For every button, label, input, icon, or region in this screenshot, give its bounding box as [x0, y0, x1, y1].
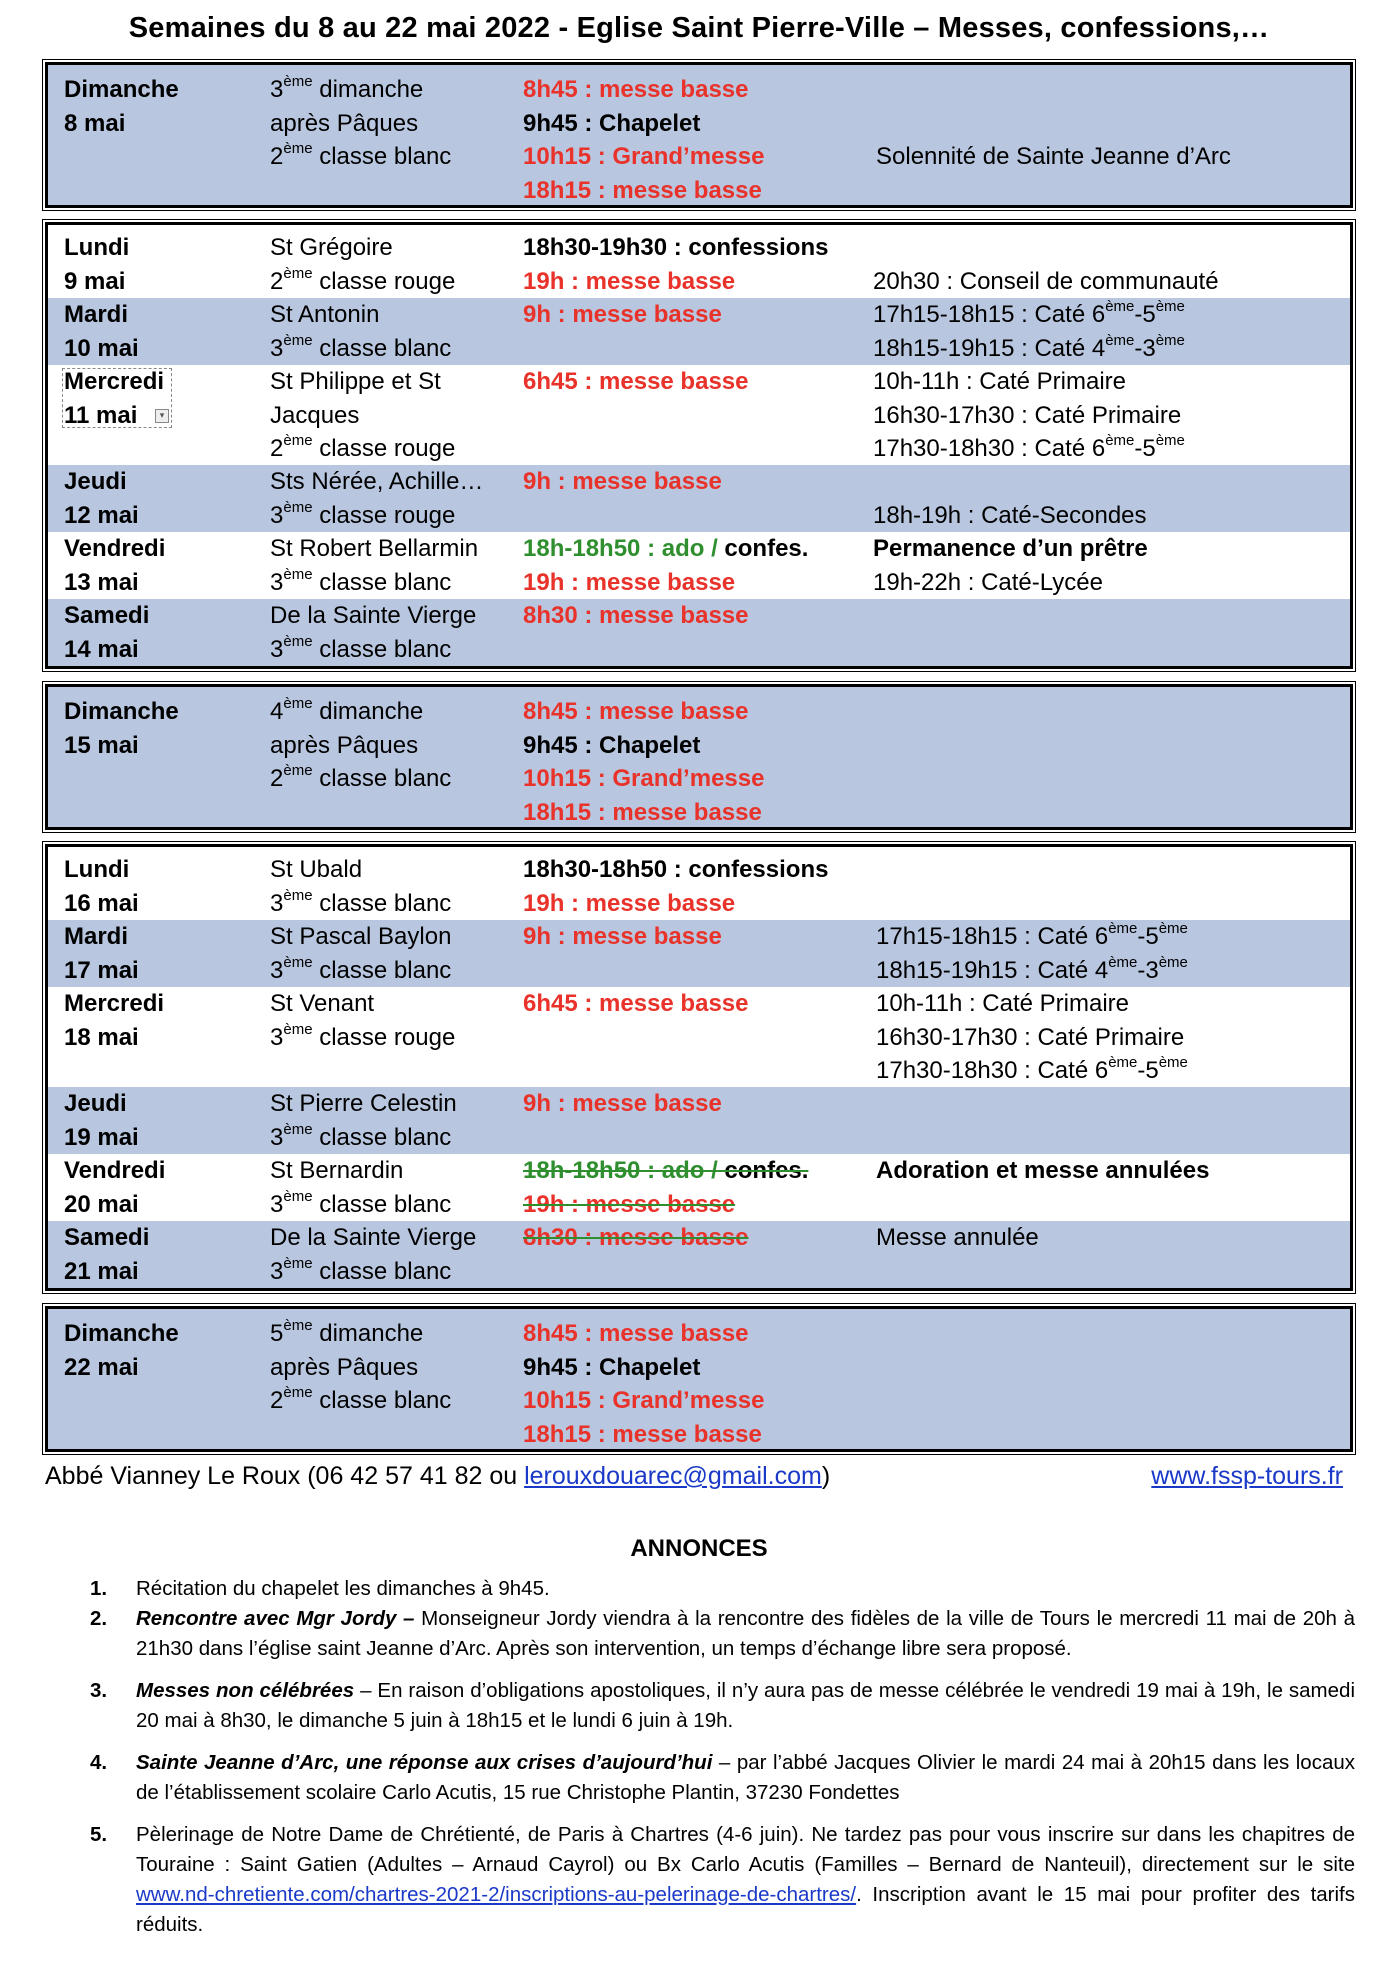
mass-time: 6h45 : messe basse: [523, 368, 749, 395]
date-label: 12 mai: [64, 501, 139, 529]
note: Permanence d’un prêtre: [873, 535, 1148, 562]
classe-label: 3ème classe blanc: [270, 1254, 452, 1285]
announcement-item: [90, 1574, 1355, 1604]
sunday-block-15-mai: [45, 684, 1353, 830]
note: Messe annulée: [876, 1224, 1039, 1251]
item-number: 2.: [90, 1607, 108, 1630]
note: 16h30-17h30 : Caté Primaire: [873, 401, 1182, 429]
feast-label: après Pâques: [270, 109, 419, 137]
chapelet-time: 9h45 : Chapelet: [523, 109, 701, 137]
feast-label: 4ème dimanche: [270, 695, 424, 725]
website-link[interactable]: www.fssp-tours.fr: [1151, 1462, 1343, 1490]
date-label: 18 mai: [64, 1023, 139, 1051]
date-label: 22 mai: [64, 1353, 139, 1381]
contact-text: Abbé Vianney Le Roux (06 42 57 41 82 ou: [45, 1462, 525, 1490]
cancelled-confession-time: 18h-18h50 : ado / confes.: [523, 1157, 809, 1184]
announcement-item: [90, 1604, 1355, 1664]
pilgrimage-link[interactable]: www.nd-chretiente.com/chartres-2021-2/inscriptions-au-pelerinage-de-chartres/: [136, 1883, 857, 1906]
note: 18h-19h : Caté-Secondes: [873, 501, 1147, 529]
date-label: 11 mai: [64, 401, 138, 429]
feast-label: St Pascal Baylon: [270, 923, 452, 950]
feast-label: St Venant: [270, 990, 375, 1017]
note: 17h30-18h30 : Caté 6ème-5ème: [876, 1054, 1188, 1084]
announcements-title: ANNONCES: [630, 1535, 768, 1562]
classe-label: 3ème classe blanc: [270, 886, 452, 917]
day-label: Mardi: [64, 301, 129, 328]
note: Adoration et messe annulées: [876, 1157, 1210, 1184]
day-label: Vendredi: [64, 535, 166, 562]
date-label: 9 mai: [64, 267, 126, 295]
mass-time: 10h15 : Grand’messe: [523, 765, 765, 792]
feast-label: après Pâques: [270, 1353, 419, 1381]
feast-label: St Ubald: [270, 856, 363, 883]
date-label: 15 mai: [64, 731, 139, 759]
mass-time: 19h : messe basse: [523, 889, 736, 917]
feast-label: 5ème dimanche: [270, 1317, 424, 1347]
day-label: Samedi: [64, 602, 150, 629]
feast-label: après Pâques: [270, 731, 419, 759]
mass-time: 8h45 : messe basse: [523, 698, 749, 725]
feast-label: St Philippe et St: [270, 368, 441, 395]
mass-time: 18h15 : messe basse: [523, 1420, 762, 1448]
feast-label: Jacques: [270, 401, 360, 429]
day-label: Vendredi: [64, 1157, 166, 1184]
mass-time: 19h : messe basse: [523, 568, 736, 596]
day-label: Jeudi: [64, 1090, 127, 1117]
day-label: Samedi: [64, 1224, 150, 1251]
week-block-9-14-mai: [45, 222, 1353, 669]
day-row-mercredi-11: [48, 365, 1350, 465]
classe-label: 2ème classe rouge: [270, 432, 456, 462]
sunday-block-8-mai: [45, 62, 1353, 208]
sunday-block-22-mai: [45, 1306, 1353, 1452]
item-number: 1.: [90, 1577, 108, 1600]
day-label: Lundi: [64, 234, 130, 261]
day-row-samedi-14: [48, 599, 1350, 666]
feast-label: St Robert Bellarmin: [270, 535, 479, 562]
confession-time: 18h30-18h50 : confessions: [523, 856, 829, 883]
note: 18h15-19h15 : Caté 4ème-3ème: [873, 331, 1185, 362]
date-label: 14 mai: [64, 635, 139, 663]
note: 10h-11h : Caté Primaire: [873, 368, 1127, 395]
note: Solennité de Sainte Jeanne d’Arc: [876, 143, 1231, 170]
classe-label: 3ème classe blanc: [270, 565, 452, 596]
item-text: Messes non célébrées – En raison d’obligations apostoliques, il n’y aura pas de messe célébrée le vendredi 19 mai à 19h, le samedi 20 mai à 8h30, le dimanche 5 juin à 18h15 et le lundi 6 juin à 19h.: [136, 1679, 1355, 1732]
day-row-mardi-10: [48, 298, 1350, 365]
item-text: Pèlerinage de Notre Dame de Chrétienté, de Paris à Chartres (4-6 juin). Ne tardez pas pour vous inscrire sur dans les chapitres de Touraine : Saint Gatien (Adultes – Arnaud Cayrol) ou Bx Carlo Acutis (Familles – Bernard de Nanteuil), directement sur le site www.nd-chretiente.com/chartres-2021-2/inscriptions-au-pelerinage-de-chartres/. Inscription avant le 15 mai pour profiter des tarifs réduits.: [136, 1823, 1355, 1936]
chapelet-time: 9h45 : Chapelet: [523, 731, 701, 759]
mass-time: 18h15 : messe basse: [523, 176, 762, 204]
mass-time: 18h15 : messe basse: [523, 798, 762, 826]
cancelled-mass-time: 8h30 : messe basse: [523, 1224, 749, 1251]
date-label: 20 mai: [64, 1190, 139, 1218]
note: 17h15-18h15 : Caté 6ème-5ème: [876, 920, 1188, 950]
note: 17h30-18h30 : Caté 6ème-5ème: [873, 432, 1185, 462]
date-label: 21 mai: [64, 1257, 139, 1285]
item-number: 5.: [90, 1823, 108, 1846]
feast-label: St Pierre Celestin: [270, 1090, 457, 1117]
note: 10h-11h : Caté Primaire: [876, 990, 1130, 1017]
classe-label: 3ème classe blanc: [270, 1187, 452, 1218]
announcement-item: [90, 1676, 1355, 1736]
announcement-item: [90, 1820, 1355, 1940]
classe-label: 2ème classe blanc: [270, 762, 452, 792]
item-text: Récitation du chapelet les dimanches à 9h45.: [136, 1577, 550, 1600]
day-row-lundi-9: [48, 231, 1350, 298]
chapelet-time: 9h45 : Chapelet: [523, 1353, 701, 1381]
mass-time: 8h30 : messe basse: [523, 602, 749, 629]
feast-label: St Antonin: [270, 301, 380, 328]
classe-label: 2ème classe blanc: [270, 1384, 452, 1414]
mass-time: 10h15 : Grand’messe: [523, 143, 765, 170]
note: 18h15-19h15 : Caté 4ème-3ème: [876, 953, 1188, 984]
mass-time: 9h : messe basse: [523, 301, 722, 328]
classe-label: 3ème classe blanc: [270, 632, 452, 663]
day-label: Jeudi: [64, 468, 127, 495]
note: 20h30 : Conseil de communauté: [873, 267, 1219, 295]
day-label: Mardi: [64, 923, 129, 950]
mass-time: 19h : messe basse: [523, 267, 736, 295]
mass-time: 10h15 : Grand’messe: [523, 1387, 765, 1414]
classe-label: 3ème classe blanc: [270, 953, 452, 984]
classe-label: 3ème classe blanc: [270, 1120, 452, 1151]
day-label: Mercredi: [64, 368, 165, 395]
classe-label: 3ème classe rouge: [270, 498, 456, 529]
date-label: 17 mai: [64, 956, 139, 984]
date-label: 10 mai: [64, 334, 139, 362]
feast-label: De la Sainte Vierge: [270, 602, 477, 629]
note: 19h-22h : Caté-Lycée: [873, 568, 1103, 596]
cancelled-mass-time: 19h : messe basse: [523, 1190, 736, 1218]
date-label: 13 mai: [64, 568, 139, 596]
day-label: Dimanche: [64, 698, 179, 725]
day-row-lundi-16: [48, 853, 1350, 920]
mass-time: 9h : messe basse: [523, 1090, 722, 1117]
date-label: 16 mai: [64, 889, 139, 917]
day-label: Mercredi: [64, 990, 165, 1017]
classe-label: 3ème classe blanc: [270, 331, 452, 362]
mass-time: 6h45 : messe basse: [523, 990, 749, 1017]
note: 17h15-18h15 : Caté 6ème-5ème: [873, 298, 1185, 328]
day-row-samedi-21: [48, 1221, 1350, 1288]
feast-label: St Bernardin: [270, 1157, 404, 1184]
day-row-mercredi-18: [48, 987, 1350, 1087]
feast-label: Sts Nérée, Achille…: [270, 468, 484, 495]
contact-text: ): [821, 1462, 831, 1490]
week-block-16-21-mai: [45, 844, 1353, 1291]
note: 16h30-17h30 : Caté Primaire: [876, 1023, 1185, 1051]
dropdown-arrow-icon[interactable]: ▾: [155, 409, 169, 423]
date-label: 19 mai: [64, 1123, 139, 1151]
day-label: Dimanche: [64, 1320, 179, 1347]
day-row-vendredi-20: [48, 1154, 1350, 1221]
item-number: 4.: [90, 1751, 108, 1774]
confession-time: 18h-18h50 : ado / confes.: [523, 535, 809, 562]
date-label: 8 mai: [64, 109, 126, 137]
day-label: Dimanche: [64, 76, 179, 103]
feast-label: 3ème dimanche: [270, 73, 424, 103]
mass-time: 9h : messe basse: [523, 468, 722, 495]
item-text: Sainte Jeanne d’Arc, une réponse aux crises d’aujourd’hui – par l’abbé Jacques Olivier le mardi 24 mai à 20h15 dans les locaux de l’établissement scolaire Carlo Acutis, 15 rue Christophe Plantin, 37230 Fondettes: [136, 1751, 1356, 1804]
day-row-jeudi-12: [48, 465, 1350, 532]
feast-label: De la Sainte Vierge: [270, 1224, 477, 1251]
classe-label: 2ème classe rouge: [270, 264, 456, 295]
item-text: Rencontre avec Mgr Jordy – Monseigneur Jordy viendra à la rencontre des fidèles de la ville de Tours le mercredi 11 mai de 20h à 21h30 dans l’église saint Jeanne d’Arc. Après son intervention, un temps d’échange libre sera proposé.: [136, 1607, 1356, 1660]
contact-line: [45, 1462, 1353, 1491]
day-row-mardi-17: [48, 920, 1350, 987]
day-row-jeudi-19: [48, 1087, 1350, 1154]
mass-time: 8h45 : messe basse: [523, 76, 749, 103]
classe-label: 2ème classe blanc: [270, 140, 452, 170]
day-row-vendredi-13: [48, 532, 1350, 599]
page-title: Semaines du 8 au 22 mai 2022 - Eglise Saint Pierre-Ville – Messes, confessions,…: [128, 12, 1270, 44]
item-number: 3.: [90, 1679, 108, 1702]
mass-time: 9h : messe basse: [523, 923, 722, 950]
confession-time: 18h30-19h30 : confessions: [523, 234, 829, 261]
classe-label: 3ème classe rouge: [270, 1020, 456, 1051]
mass-time: 8h45 : messe basse: [523, 1320, 749, 1347]
feast-label: St Grégoire: [270, 234, 393, 261]
announcement-item: [90, 1748, 1355, 1808]
day-label: Lundi: [64, 856, 130, 883]
email-link[interactable]: lerouxdouarec@gmail.com: [524, 1462, 822, 1490]
